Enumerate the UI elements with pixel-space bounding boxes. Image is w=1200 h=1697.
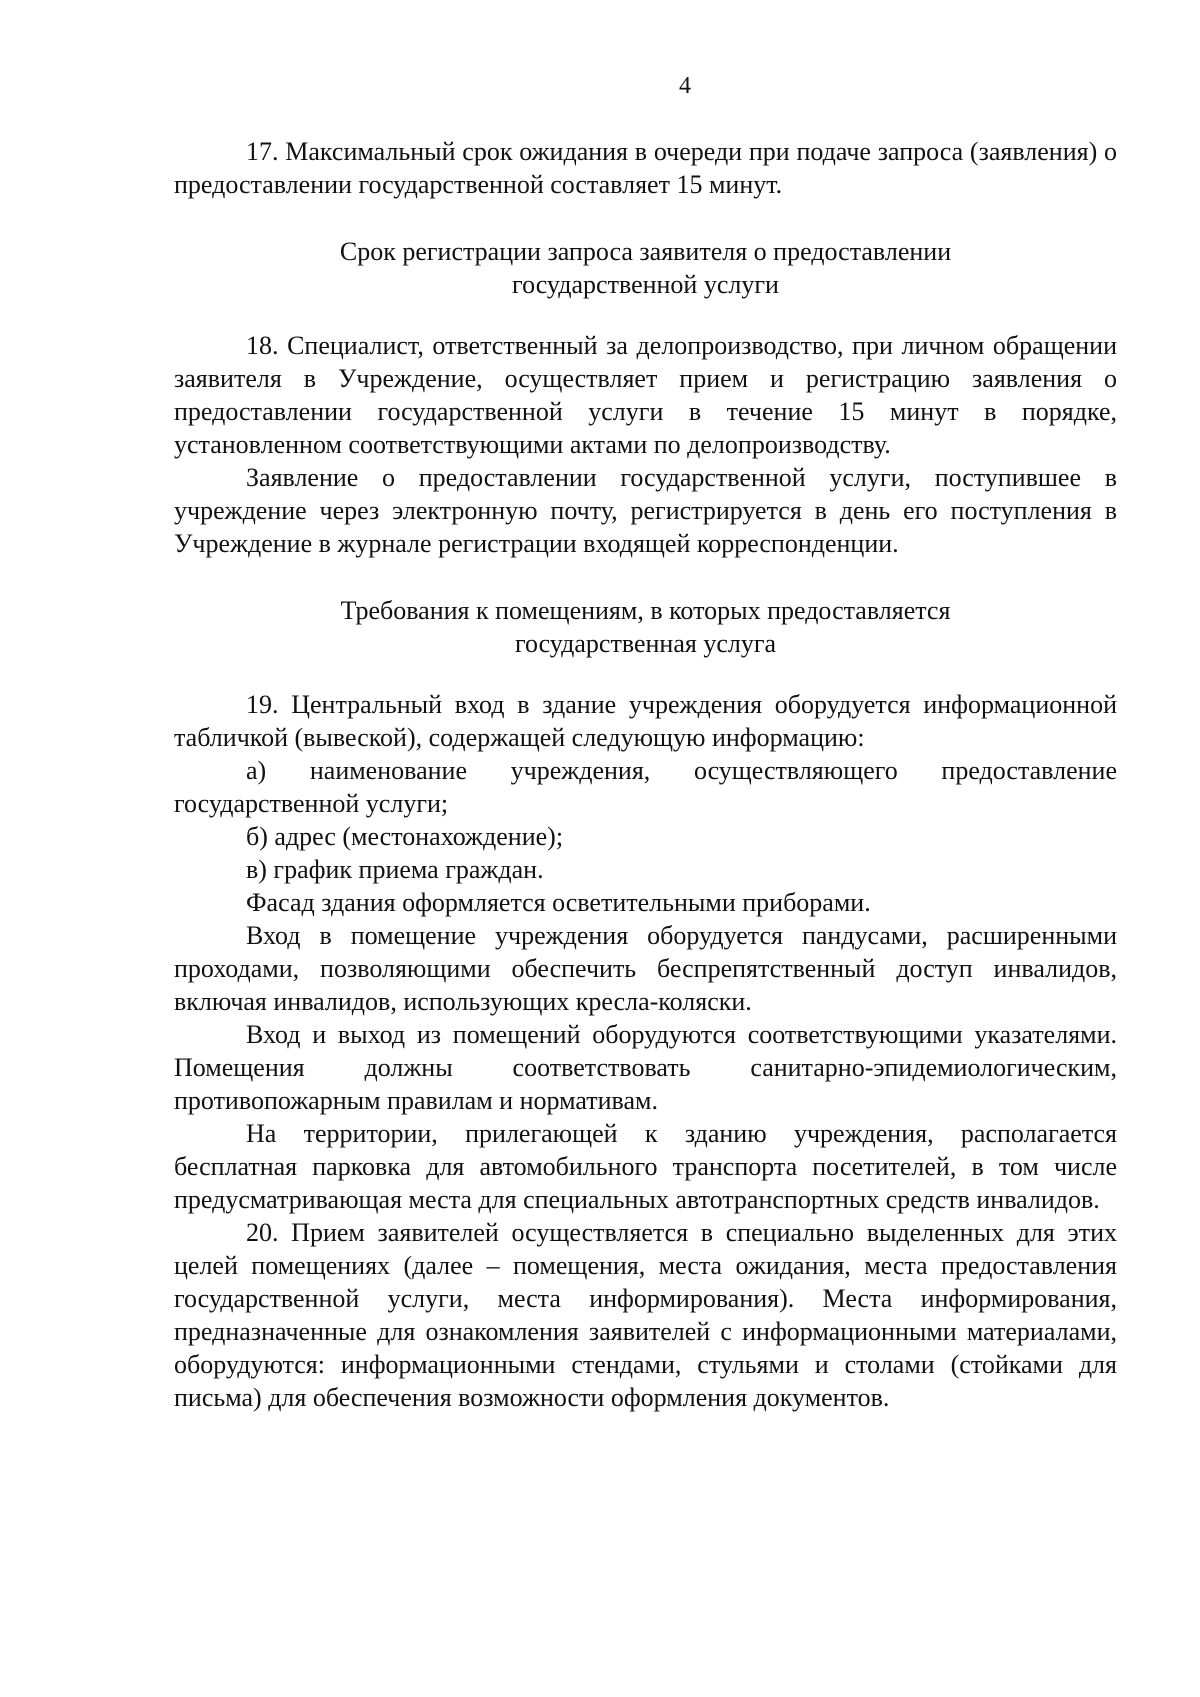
- signage-list: [174, 754, 1117, 886]
- heading-line: государственная услуга: [514, 629, 777, 658]
- paragraph-parking: На территории, прилегающей к зданию учреждения, располагается бесплатная парковка для автомобильного транспорта посетителей, в том числе предусматривающая места для специальных автотранспортных средств инвалидов.: [174, 1119, 1117, 1214]
- paragraph-19: 19. Центральный вход в здание учреждения оборудуется информационной табличкой (вывеской), содержащей следующую информацию:: [174, 690, 1117, 752]
- heading-line: государственной услуги: [512, 270, 779, 299]
- paragraph-entrance: Вход в помещение учреждения оборудуется пандусами, расширенными проходами, позволяющими обеспечить беспрепятственный доступ инвалидов, включая инвалидов, использующих кресла-коляски.: [174, 921, 1117, 1016]
- paragraph-facade: Фасад здания оформляется осветительными приборами.: [246, 888, 871, 917]
- paragraph-18-email: Заявление о предоставлении государственной услуги, поступившее в учреждение через электронную почту, регистрируется в день его поступления в Учреждение в журнале регистрации входящей корреспонденции.: [174, 463, 1117, 558]
- paragraph-20: 20. Прием заявителей осуществляется в специально выделенных для этих целей помещениях (далее – помещения, места ожидания, места предоставления государственной услуги, места информирования). Места информирования, предназначенные для ознакомления заявителей с информационными материалами, оборудуются: информационными стендами, стульями и столами (стойками для письма) для обеспечения возможности оформления документов.: [174, 1218, 1117, 1412]
- section-heading-registration: [174, 235, 1117, 301]
- paragraph-exits: Вход и выход из помещений оборудуются соответствующими указателями. Помещения должны соответствовать санитарно-эпидемиологическим, противопожарным правилам и нормативам.: [174, 1020, 1117, 1115]
- list-item: б) адрес (местонахождение);: [246, 822, 564, 851]
- section-heading-premises: [174, 594, 1117, 660]
- paragraph-18: 18. Специалист, ответственный за делопроизводство, при личном обращении заявителя в Учреждение, осуществляет прием и регистрацию заявления о предоставлении государственной услуги в течение 15 минут в порядке, установленном соответствующими актами по делопроизводству.: [174, 331, 1117, 459]
- paragraph-17: 17. Максимальный срок ожидания в очереди при подаче запроса (заявления) о предоставлении государственной составляет 15 минут.: [174, 137, 1117, 199]
- page-number: 4: [679, 73, 691, 99]
- list-item: в) график приема граждан.: [246, 855, 544, 884]
- list-item: а) наименование учреждения, осуществляющего предоставление государственной услуги;: [174, 756, 1117, 818]
- heading-line: Требования к помещениям, в которых предоставляется: [340, 596, 951, 625]
- document-body: [174, 135, 1117, 1414]
- heading-line: Срок регистрации запроса заявителя о предоставлении: [339, 237, 952, 266]
